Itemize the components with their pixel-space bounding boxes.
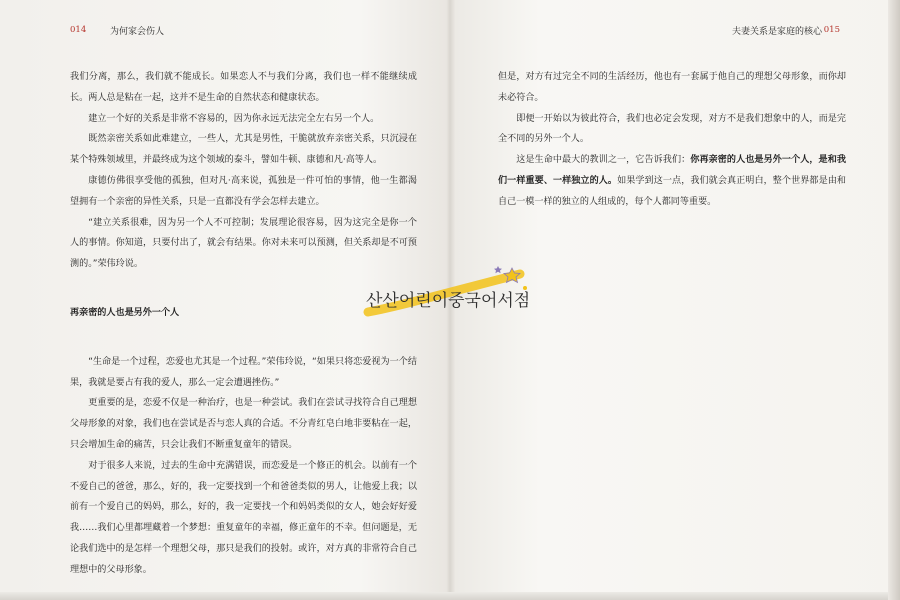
stamp-text: 산산어린이중국어서점 xyxy=(366,291,531,311)
paragraph: 建立一个好的关系是非常不容易的，因为你永远无法完全左右另一个人。 xyxy=(88,113,380,124)
running-head-left: 为何家会伤人 xyxy=(110,27,165,37)
bookstore-watermark-stamp xyxy=(360,262,535,330)
small-star-icon xyxy=(494,266,502,273)
paragraph: 更重要的是，恋爱不仅是一种治疗，也是一种尝试。我们在尝试寻找符合自己理想父母形象的对象，我们也在尝试是否与恋人真的合适。不分青红皂白地非要粘在一起，只会增加生命的痛苦，只会让我们不断重复童年的错误。 xyxy=(70,398,417,450)
paragraph-text: 如果学到这一点，我们就会真正明白，整个世界都是由和自己一模一样的独立的人组成的，每个人都同等重要。 xyxy=(498,175,846,207)
dot-icon xyxy=(523,286,527,290)
paragraph: 但是，对方有过完全不同的生活经历，他也有一套属于他自己的理想父母形象，而你却未必符合。 xyxy=(498,72,846,103)
section-heading: 再亲密的人也是另外一个人 xyxy=(70,307,180,318)
running-head-right: 夫妻关系是家庭的核心 xyxy=(731,27,822,37)
paragraph-text: 这是生命中最大的教训之一，它告诉我们： xyxy=(516,155,691,166)
paragraph: “生命是一个过程，恋爱也尤其是一个过程。”荣伟玲说，“如果只将恋爱视为一个结果，我就是要占有我的爱人，那么一定会遭遇挫伤。” xyxy=(70,356,417,388)
paragraph: “建立关系很难，因为另一个人不可控制；发展理论很容易，因为这完全是你一个人的事情。你知道，只要付出了，就会有结果。你对未来可以预测，但关系却是不可预测的。”荣伟玲说。 xyxy=(70,217,417,270)
page-number-left: 014 xyxy=(70,25,87,35)
right-page-body xyxy=(498,67,846,213)
paragraph: 既然亲密关系如此难建立，一些人，尤其是男性，干脆就放弃亲密关系，只沉浸在某个特殊领域里，并最终成为这个领域的泰斗，譬如牛顿、康德和凡·高等人。 xyxy=(70,134,417,166)
paragraph: 对于很多人来说，过去的生命中充满错误，而恋爱是一个修正的机会。以前有一个不爱自己的爸爸，那么，好的，我一定要找到一个和爸爸类似的男人，让他爱上我；以前有一个爱自己的妈妈，那么，好的，我一定要找一个和妈妈类似的女人，她会好好爱我……我们心里都埋藏着一个梦想：重复童年的幸福，修正童年的不幸。但问题是，无论我们选中的是怎样一个理想父母，那只是我们的投射。或许，对方真的非常符合自己理想中的父母形象。 xyxy=(70,460,417,575)
paragraph xyxy=(498,150,846,212)
page-number-right: 015 xyxy=(823,25,840,35)
paragraph: 我们分离，那么，我们就不能成长。如果恋人不与我们分离，我们也一样不能继续成长。两人总是粘在一起，这并不是生命的自然状态和健康状态。 xyxy=(70,72,417,103)
paragraph: 即便一开始以为彼此符合，我们也必定会发现，对方不是我们想象中的人，而是完全不同的另外一个人。 xyxy=(498,113,846,145)
emphasis-text: 你再亲密的人也是另外一个人，是和我们一样重要、一样独立的人。 xyxy=(498,155,846,186)
paragraph: 康德仿佛很享受他的孤独，但对凡·高来说，孤独是一件可怕的事情，他一生都渴望拥有一个亲密的异性关系，只是一直都没有学会怎样去建立。 xyxy=(70,175,417,207)
